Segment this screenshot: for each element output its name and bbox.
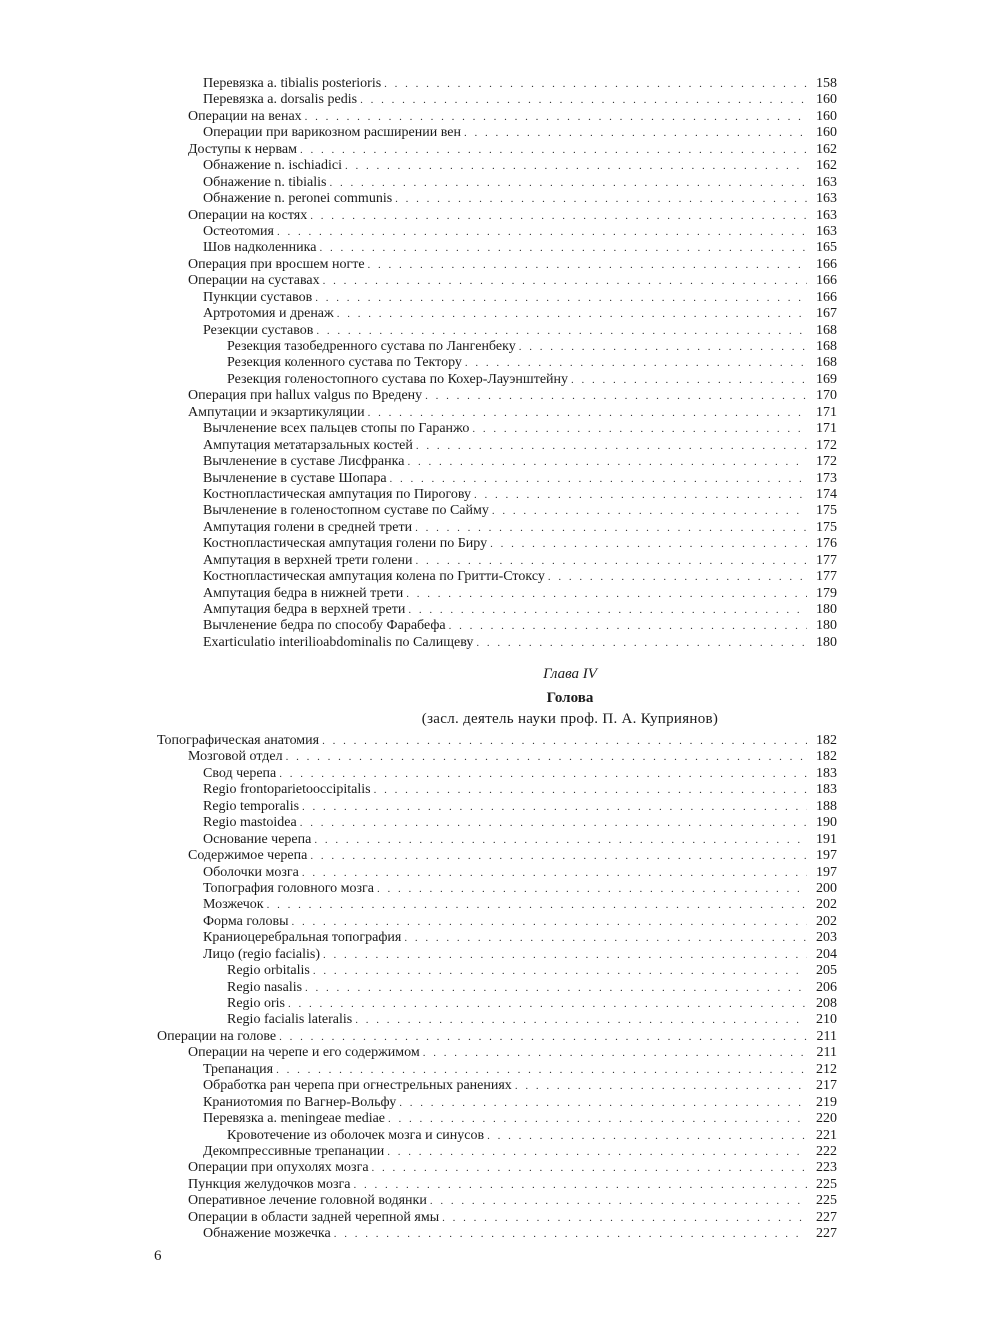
toc-entry-page: 203 xyxy=(816,930,837,946)
toc-entry-title: Ампутация бедра в верхней трети xyxy=(203,602,406,617)
toc-dot-leader xyxy=(315,290,807,306)
toc-entry-page: 160 xyxy=(816,108,837,124)
toc-entry-page: 172 xyxy=(816,454,837,470)
toc-entry-title: Regio nasalis xyxy=(227,979,303,995)
toc-entry-title: Regio oris xyxy=(227,996,285,1011)
toc-entry xyxy=(157,405,837,421)
toc-dot-leader xyxy=(377,881,807,897)
toc-entry-title: Костнопластическая ампутация голени по Биру xyxy=(203,536,488,552)
toc-entry-page: 171 xyxy=(816,404,837,420)
toc-entry xyxy=(157,224,837,240)
toc-entry xyxy=(157,142,837,158)
toc-entry-title: Операция при hallux valgus по Вредену xyxy=(188,388,423,404)
toc-dot-leader xyxy=(390,471,807,487)
toc-dot-leader xyxy=(277,224,807,240)
toc-entry xyxy=(157,980,837,996)
toc-entry-title: Оболочки мозга xyxy=(203,864,299,880)
toc-entry-title: Основание черепа xyxy=(203,831,312,847)
toc-entry xyxy=(157,947,837,963)
toc-entry-title: Декомпрессивные трепанации xyxy=(203,1143,385,1159)
toc-entry xyxy=(157,782,837,798)
toc-dot-leader xyxy=(399,1095,807,1111)
toc-entry-page: 163 xyxy=(816,207,837,223)
toc-entry-page: 202 xyxy=(816,913,837,929)
toc-entry-page: 177 xyxy=(816,569,837,585)
toc-entry xyxy=(157,569,837,585)
toc-entry-title: Форма головы xyxy=(203,913,289,929)
toc-entry-page: 217 xyxy=(816,1078,837,1094)
toc-dot-leader xyxy=(487,1128,807,1144)
toc-dot-leader xyxy=(464,125,807,141)
toc-entry-title: Пункции суставов xyxy=(203,289,313,305)
toc-entry-page: 166 xyxy=(816,256,837,272)
toc-entry-title: Содержимое черепа xyxy=(188,848,308,864)
toc-entry xyxy=(157,454,837,470)
toc-entry-page: 220 xyxy=(816,1111,837,1127)
toc-dot-leader xyxy=(310,208,807,224)
toc-entry xyxy=(157,766,837,782)
toc-dot-leader xyxy=(302,799,807,815)
toc-entry-title: Кровотечение из оболочек мозга и синусов xyxy=(227,1127,485,1143)
toc-entry-page: 200 xyxy=(816,880,837,896)
toc-entry-title: Вычленение в суставе Шопара xyxy=(203,470,387,486)
toc-dot-leader xyxy=(305,109,807,125)
toc-entry xyxy=(157,930,837,946)
toc-dot-leader xyxy=(302,865,807,881)
toc-entry-page: 174 xyxy=(816,486,837,502)
toc-entry-page: 163 xyxy=(816,174,837,190)
toc-entry-title: Артротомия и дренаж xyxy=(203,306,334,322)
toc-entry-title: Операции при опухолях мозга xyxy=(188,1160,369,1176)
toc-entry-title: Ампутация бедра в нижней трети xyxy=(203,585,404,601)
toc-dot-leader xyxy=(276,1062,807,1078)
toc-entry xyxy=(157,1095,837,1111)
toc-dot-leader xyxy=(313,963,807,979)
toc-entry xyxy=(157,240,837,256)
toc-entry-page: 170 xyxy=(816,388,837,404)
page-number: 6 xyxy=(154,1248,162,1264)
toc-entry-title: Шов надколенника xyxy=(203,240,317,256)
toc-entry xyxy=(157,733,837,749)
toc-dot-leader xyxy=(286,749,807,765)
toc-entry xyxy=(157,208,837,224)
toc-entry xyxy=(157,1078,837,1094)
toc-entry-title: Regio frontoparietooccipitalis xyxy=(203,782,371,798)
toc-entry xyxy=(157,848,837,864)
toc-entry-title: Мозжечок xyxy=(203,897,264,913)
toc-dot-leader xyxy=(372,1160,807,1176)
toc-dot-leader xyxy=(300,815,807,831)
toc-entry-title: Оперативное лечение головной водянки xyxy=(188,1193,427,1209)
toc-entry-page: 211 xyxy=(816,1045,837,1061)
toc-dot-leader xyxy=(288,996,807,1012)
toc-entry-title: Операции на черепе и его содержимом xyxy=(188,1045,420,1061)
toc-entry-title: Обнажение мозжечка xyxy=(203,1226,331,1242)
toc-entry-page: 210 xyxy=(816,1012,837,1028)
toc-entry xyxy=(157,438,837,454)
toc-entry-page: 212 xyxy=(816,1061,837,1077)
toc-dot-leader xyxy=(408,602,807,618)
toc-entry-page: 168 xyxy=(816,355,837,371)
toc-entry-title: Обработка ран черепа при огнестрельных ранениях xyxy=(203,1078,512,1094)
toc-dot-leader xyxy=(425,388,807,404)
toc-dot-leader xyxy=(345,158,807,174)
toc-dot-leader xyxy=(323,273,807,289)
toc-dot-leader xyxy=(515,1078,807,1094)
toc-dot-leader xyxy=(472,421,807,437)
toc-entry-title: Лицо (regio facialis) xyxy=(203,946,320,962)
toc-entry xyxy=(157,553,837,569)
toc-dot-leader xyxy=(416,438,807,454)
toc-entry xyxy=(157,109,837,125)
toc-entry-page: 183 xyxy=(816,782,837,798)
toc-entry xyxy=(157,1029,837,1045)
toc-entry-page: 162 xyxy=(816,141,837,157)
toc-dot-leader xyxy=(368,257,807,273)
toc-entry xyxy=(157,914,837,930)
toc-entry-page: 180 xyxy=(816,634,837,650)
toc-entry-page: 225 xyxy=(816,1193,837,1209)
toc-entry-page: 222 xyxy=(816,1143,837,1159)
toc-entry-page: 211 xyxy=(816,1028,837,1044)
toc-entry xyxy=(157,881,837,897)
toc-entry xyxy=(157,421,837,437)
toc-entry xyxy=(157,290,837,306)
toc-dot-leader xyxy=(360,92,807,108)
toc-entry-title: Трепанация xyxy=(203,1061,274,1077)
toc-dot-leader xyxy=(474,487,807,503)
toc-entry-page: 223 xyxy=(816,1160,837,1176)
toc-entry xyxy=(157,92,837,108)
toc-dot-leader xyxy=(316,323,807,339)
toc-entry-title: Топография головного мозга xyxy=(203,880,374,896)
toc-entry xyxy=(157,832,837,848)
toc-dot-leader xyxy=(404,930,807,946)
toc-entry-page: 183 xyxy=(816,765,837,781)
toc-entry-title: Regio mastoidea xyxy=(203,815,297,831)
toc-entry-page: 176 xyxy=(816,536,837,552)
toc-dot-leader xyxy=(353,1177,807,1193)
toc-entry-page: 172 xyxy=(816,437,837,453)
toc-dot-leader xyxy=(314,832,807,848)
toc-entry-title: Костнопластическая ампутация по Пирогову xyxy=(203,486,472,502)
toc-dot-leader xyxy=(334,1226,807,1242)
toc-dot-leader xyxy=(415,553,807,569)
toc-entry-page: 206 xyxy=(816,979,837,995)
toc-dot-leader xyxy=(430,1193,807,1209)
toc-entry-title: Операции при варикозном расширении вен xyxy=(203,125,461,141)
toc-entry-title: Краниоцеребральная топография xyxy=(203,930,402,946)
toc-entry xyxy=(157,1210,837,1226)
toc-entry-title: Обнажение n. ischiadici xyxy=(203,158,342,174)
toc-entry-title: Ампутация метатарзальных костей xyxy=(203,437,413,453)
toc-entry-page: 167 xyxy=(816,306,837,322)
toc-entry xyxy=(157,487,837,503)
toc-dot-leader xyxy=(465,355,807,371)
toc-entry xyxy=(157,1012,837,1028)
toc-dot-leader xyxy=(292,914,807,930)
toc-entry xyxy=(157,865,837,881)
toc-entry-title: Операции на суставах xyxy=(188,273,320,289)
toc-dot-leader xyxy=(323,947,807,963)
toc-entry-page: 227 xyxy=(816,1226,837,1242)
toc-entry xyxy=(157,635,837,651)
toc-entry-title: Топографическая анатомия xyxy=(157,733,320,748)
toc-entry-title: Костнопластическая ампутация колена по Гритти-Стоксу xyxy=(203,569,545,585)
toc-entry-title: Regio temporalis xyxy=(203,798,300,814)
toc-dot-leader xyxy=(449,618,807,634)
toc-entry-page: 165 xyxy=(816,240,837,256)
toc-entry-page: 166 xyxy=(816,273,837,289)
toc-entry-title: Ампутация голени в средней трети xyxy=(203,519,413,535)
toc-entry-page: 182 xyxy=(816,749,837,765)
toc-entry xyxy=(157,257,837,273)
toc-entry xyxy=(157,372,837,388)
toc-dot-leader xyxy=(310,848,807,864)
toc-entry xyxy=(157,1226,837,1242)
toc-entry-title: Вычленение в суставе Лисфранка xyxy=(203,454,405,470)
toc-entry xyxy=(157,996,837,1012)
toc-entry-page: 160 xyxy=(816,92,837,108)
toc-entry-title: Резекция голеностопного сустава по Кохер-Лауэнштейну xyxy=(227,371,569,387)
toc-entry-title: Exarticulatio interilioabdominalis по Салищеву xyxy=(203,634,474,650)
toc-entry-page: 197 xyxy=(816,848,837,864)
toc-entry-page: 182 xyxy=(816,733,837,748)
toc-entry xyxy=(157,471,837,487)
toc-dot-leader xyxy=(300,142,807,158)
toc-entry-page: 179 xyxy=(816,585,837,601)
toc-dot-leader xyxy=(395,191,807,207)
toc-entry xyxy=(157,1160,837,1176)
toc-entry-title: Доступы к нервам xyxy=(188,141,297,157)
toc-entry xyxy=(157,1045,837,1061)
toc-entry xyxy=(157,1128,837,1144)
toc-entry-title: Перевязка a. tibialis posterioris xyxy=(203,76,382,91)
toc-section-lower-limb xyxy=(157,76,837,651)
toc-entry xyxy=(157,388,837,404)
toc-dot-leader xyxy=(322,733,807,749)
chapter-label: Глава IV xyxy=(543,666,597,682)
toc-dot-leader xyxy=(279,1029,807,1045)
toc-entry xyxy=(157,191,837,207)
toc-entry-page: 219 xyxy=(816,1094,837,1110)
toc-dot-leader xyxy=(490,536,807,552)
toc-entry-page: 204 xyxy=(816,946,837,962)
toc-entry xyxy=(157,749,837,765)
toc-dot-leader xyxy=(387,1144,807,1160)
toc-entry-page: 173 xyxy=(816,470,837,486)
toc-entry-page: 190 xyxy=(816,815,837,831)
toc-entry-page: 177 xyxy=(816,552,837,568)
toc-dot-leader xyxy=(407,454,807,470)
toc-entry-title: Резекция тазобедренного сустава по Лангенбеку xyxy=(227,339,516,354)
toc-dot-leader xyxy=(415,520,807,536)
toc-entry-page: 171 xyxy=(816,421,837,437)
toc-dot-leader xyxy=(519,339,807,355)
toc-entry-title: Перевязка a. dorsalis pedis xyxy=(203,92,358,108)
toc-entry-page: 208 xyxy=(816,996,837,1011)
toc-entry-title: Краниотомия по Вагнер-Вольфу xyxy=(203,1094,397,1110)
toc-entry-page: 158 xyxy=(816,76,837,91)
toc-section-head xyxy=(157,733,837,1243)
toc-entry-title: Резекция коленного сустава по Тектору xyxy=(227,355,462,371)
toc-entry xyxy=(157,586,837,602)
toc-entry-page: 175 xyxy=(816,503,837,519)
toc-dot-leader xyxy=(337,306,807,322)
toc-entry-page: 163 xyxy=(816,223,837,239)
toc-entry-page: 162 xyxy=(816,158,837,174)
toc-dot-leader xyxy=(368,405,807,421)
toc-entry xyxy=(157,76,837,92)
toc-entry-title: Обнажение n. peronei communis xyxy=(203,191,393,207)
toc-entry xyxy=(157,618,837,634)
toc-entry-page: 160 xyxy=(816,125,837,141)
toc-dot-leader xyxy=(548,569,807,585)
toc-entry-page: 168 xyxy=(816,322,837,338)
chapter-title: Голова xyxy=(546,690,594,706)
toc-entry xyxy=(157,175,837,191)
toc-entry-title: Вычленение всех пальцев стопы по Гаранжо xyxy=(203,421,470,437)
toc-entry-title: Свод черепа xyxy=(203,765,277,781)
toc-entry-title: Операции на костях xyxy=(188,207,308,223)
toc-entry xyxy=(157,503,837,519)
toc-dot-leader xyxy=(355,1012,807,1028)
toc-dot-leader xyxy=(476,635,807,651)
toc-entry xyxy=(157,520,837,536)
toc-entry xyxy=(157,897,837,913)
toc-entry-page: 191 xyxy=(816,831,837,847)
toc-entry xyxy=(157,1193,837,1209)
toc-entry-page: 168 xyxy=(816,339,837,354)
toc-dot-leader xyxy=(374,782,807,798)
toc-entry-title: Операции на венах xyxy=(188,108,302,124)
toc-entry-page: 169 xyxy=(816,371,837,387)
toc-entry-page: 180 xyxy=(816,618,837,634)
toc-entry xyxy=(157,306,837,322)
toc-entry-title: Остеотомия xyxy=(203,223,274,239)
toc-dot-leader xyxy=(267,897,807,913)
toc-entry-title: Обнажение n. tibialis xyxy=(203,174,327,190)
toc-entry-title: Regio facialis lateralis xyxy=(227,1012,353,1028)
toc-entry xyxy=(157,125,837,141)
toc-entry-title: Пункция желудочков мозга xyxy=(188,1176,351,1192)
toc-dot-leader xyxy=(319,240,807,256)
toc-entry xyxy=(157,158,837,174)
toc-entry-title: Перевязка a. meningeae mediae xyxy=(203,1111,386,1127)
toc-entry-title: Операции в области задней черепной ямы xyxy=(188,1209,440,1225)
toc-dot-leader xyxy=(492,503,807,519)
toc-entry-title: Regio orbitalis xyxy=(227,963,310,979)
toc-entry-page: 227 xyxy=(816,1209,837,1225)
toc-entry-page: 221 xyxy=(816,1127,837,1143)
toc-entry-page: 175 xyxy=(816,519,837,535)
toc-entry-title: Операция при вросшем ногте xyxy=(188,256,365,272)
toc-entry xyxy=(157,273,837,289)
toc-dot-leader xyxy=(305,980,807,996)
toc-entry xyxy=(157,1111,837,1127)
toc-dot-leader xyxy=(279,766,807,782)
toc-dot-leader xyxy=(384,76,807,92)
toc-entry-page: 166 xyxy=(816,289,837,305)
toc-dot-leader xyxy=(388,1111,807,1127)
toc-entry xyxy=(157,339,837,355)
toc-entry xyxy=(157,1062,837,1078)
toc-entry-title: Операции на голове xyxy=(157,1028,277,1044)
toc-entry xyxy=(157,799,837,815)
toc-entry xyxy=(157,536,837,552)
toc-entry-page: 163 xyxy=(816,191,837,207)
toc-entry xyxy=(157,355,837,371)
toc-entry-page: 180 xyxy=(816,602,837,617)
toc-dot-leader xyxy=(423,1045,807,1061)
toc-dot-leader xyxy=(442,1210,807,1226)
toc-entry-page: 202 xyxy=(816,897,837,913)
toc-entry-title: Ампутация в верхней трети голени xyxy=(203,552,413,568)
toc-entry-page: 205 xyxy=(816,963,837,979)
toc-entry-page: 197 xyxy=(816,864,837,880)
toc-entry xyxy=(157,815,837,831)
toc-entry xyxy=(157,323,837,339)
toc-entry xyxy=(157,1144,837,1160)
toc-entry-title: Вычленение бедра по способу Фарабефа xyxy=(203,618,446,634)
toc-entry-title: Резекции суставов xyxy=(203,322,314,338)
toc-dot-leader xyxy=(329,175,807,191)
toc-entry-title: Вычленение в голеностопном суставе по Сайму xyxy=(203,503,489,519)
chapter-author: (засл. деятель науки проф. П. А. Куприянов) xyxy=(421,711,719,727)
toc-entry xyxy=(157,602,837,618)
toc-dot-leader xyxy=(406,586,807,602)
toc-entry-title: Мозговой отдел xyxy=(188,749,283,765)
toc-entry-page: 188 xyxy=(816,798,837,814)
toc-entry-page: 225 xyxy=(816,1176,837,1192)
toc-dot-leader xyxy=(571,372,807,388)
toc-entry-title: Ампутации и экзартикуляции xyxy=(188,404,365,420)
toc-entry xyxy=(157,963,837,979)
toc-entry xyxy=(157,1177,837,1193)
